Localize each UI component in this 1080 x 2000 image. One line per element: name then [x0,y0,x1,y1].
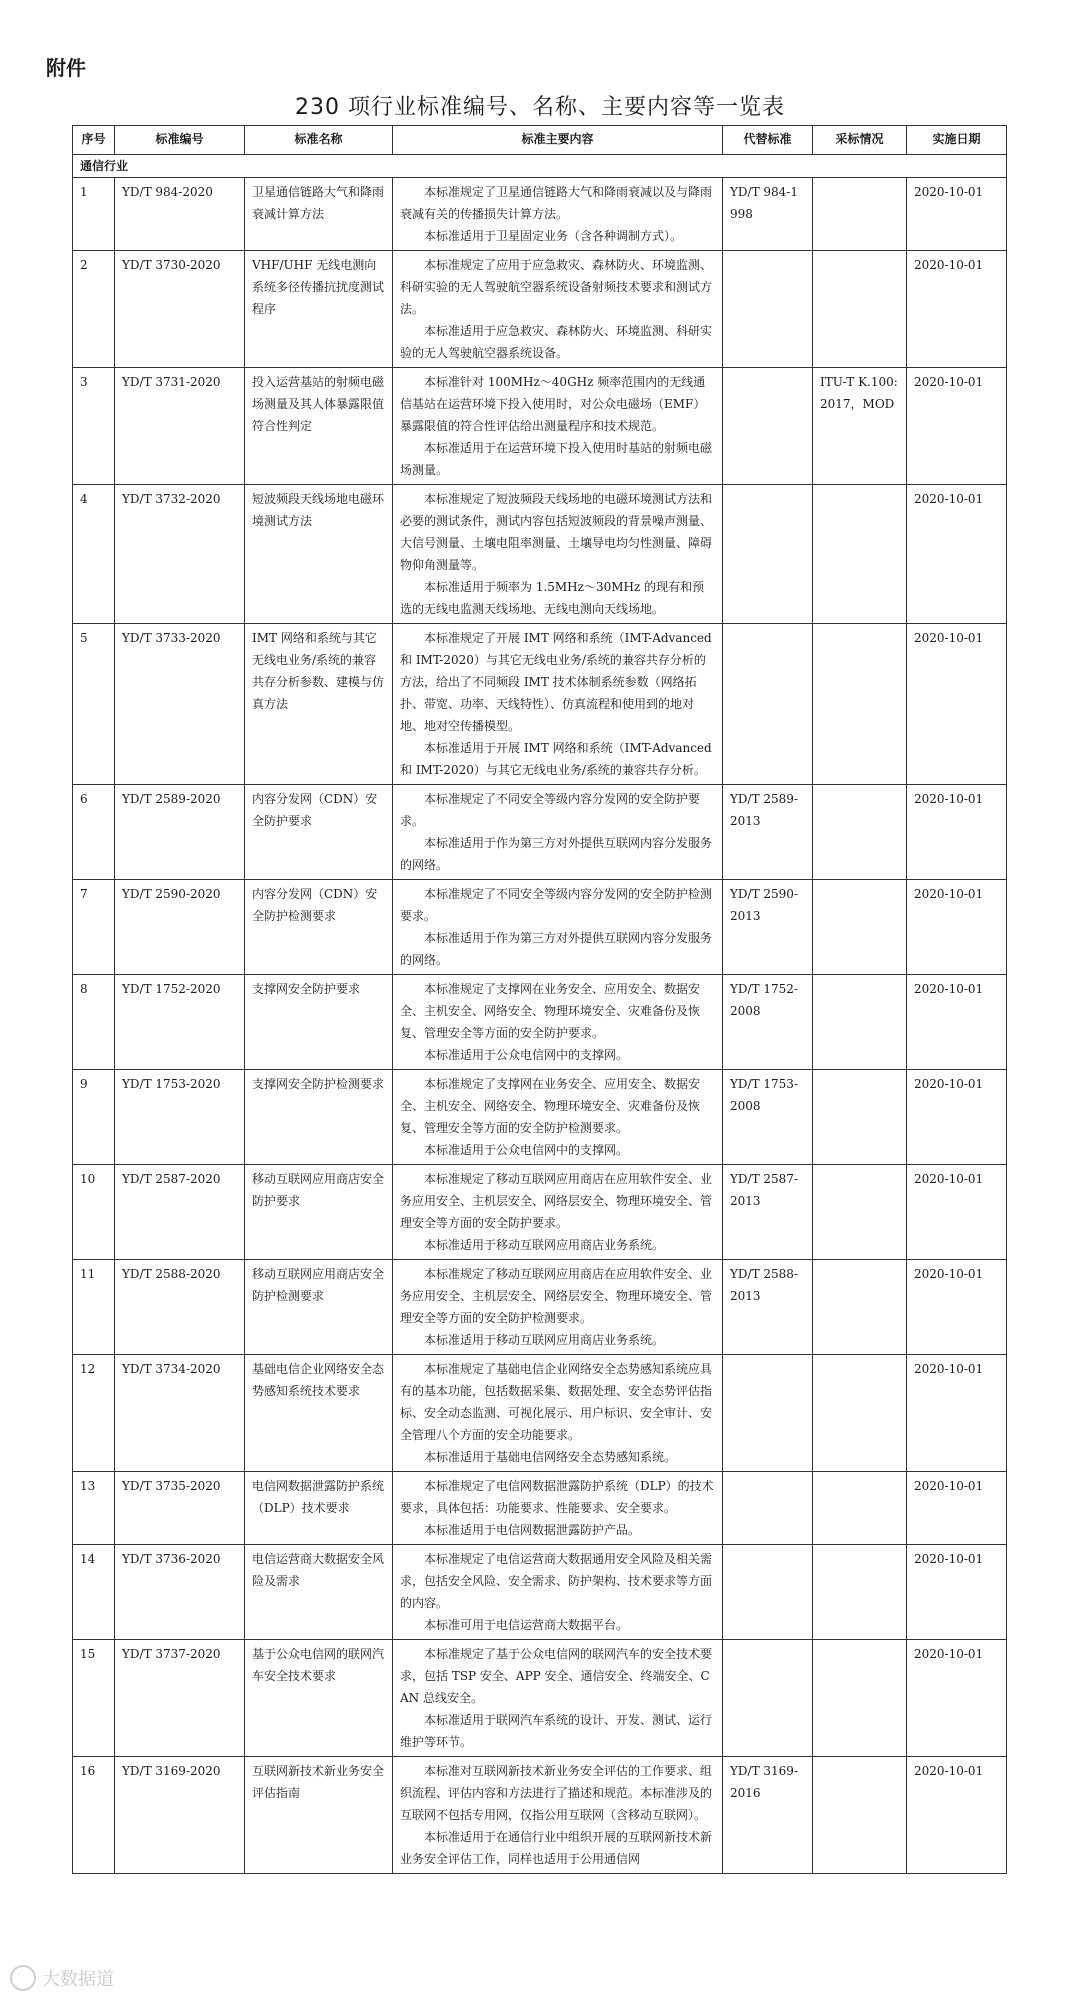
row-adoption [813,1355,907,1472]
row-content [393,1355,723,1472]
table-header-row [73,126,1007,155]
row-adoption: ITU-T K.100:2017，MOD [813,368,907,485]
content-paragraph: 本标准适用于在通信行业中组织开展的互联网新技术新业务安全评估工作，同样也适用于公用通信网 [400,1830,713,1866]
row-name: 卫星通信链路大气和降雨衰减计算方法 [245,178,393,251]
row-replaces [723,1355,813,1472]
row-date: 2020-10-01 [907,1545,1007,1640]
content-paragraph: 本标准针对 100MHz～40GHz 频率范围内的无线通信基站在运营环境下投入使用时，对公众电磁场（EMF）暴露限值的符合性评估给出测量程序和技术规范。 [400,375,706,433]
content-paragraph: 本标准适用于在运营环境下投入使用时基站的射频电磁场测量。 [400,441,713,477]
content-paragraph: 本标准适用于公众电信网中的支撑网。 [424,1143,629,1157]
row-date: 2020-10-01 [907,485,1007,624]
row-adoption [813,1260,907,1355]
row-date: 2020-10-01 [907,1165,1007,1260]
row-content [393,1070,723,1165]
row-adoption [813,178,907,251]
content-paragraph: 本标准适用于频率为 1.5MHz～30MHz 的现有和预选的无线电监测天线场地、无线电测向天线场地。 [400,580,705,616]
row-code: YD/T 3731-2020 [115,368,245,485]
row-date: 2020-10-01 [907,975,1007,1070]
table-row [73,251,1007,368]
row-replaces: YD/T 2588-2013 [723,1260,813,1355]
row-date: 2020-10-01 [907,1260,1007,1355]
row-replaces [723,1472,813,1545]
row-date: 2020-10-01 [907,1640,1007,1757]
row-no: 13 [73,1472,115,1545]
row-content [393,251,723,368]
row-name: 移动互联网应用商店安全防护要求 [245,1165,393,1260]
row-no: 6 [73,785,115,880]
row-adoption [813,1070,907,1165]
content-paragraph: 本标准规定了支撑网在业务安全、应用安全、数据安全、主机安全、网络安全、物理环境安全、灾难备份及恢复、管理安全等方面的安全防护要求。 [400,982,701,1040]
row-name: 电信运营商大数据安全风险及需求 [245,1545,393,1640]
row-adoption [813,624,907,785]
row-content [393,785,723,880]
row-replaces [723,368,813,485]
row-code: YD/T 3735-2020 [115,1472,245,1545]
section-title: 通信行业 [73,155,1007,178]
row-date: 2020-10-01 [907,251,1007,368]
row-content [393,880,723,975]
row-adoption [813,1545,907,1640]
row-adoption [813,975,907,1070]
row-no: 2 [73,251,115,368]
row-no: 8 [73,975,115,1070]
content-paragraph: 本标准规定了电信运营商大数据通用安全风险及相关需求，包括安全风险、安全需求、防护架构、技术要求等方面的内容。 [400,1552,713,1610]
row-no: 15 [73,1640,115,1757]
content-paragraph: 本标准适用于移动互联网应用商店业务系统。 [424,1333,665,1347]
row-code: YD/T 3736-2020 [115,1545,245,1640]
table-row [73,485,1007,624]
row-adoption [813,1640,907,1757]
content-paragraph: 本标准规定了卫星通信链路大气和降雨衰减以及与降雨衰减有关的传播损失计算方法。 [400,185,713,221]
row-code: YD/T 3734-2020 [115,1355,245,1472]
watermark [10,1965,114,1991]
row-content [393,1260,723,1355]
table-row [73,1757,1007,1874]
col-header-date: 实施日期 [907,126,1007,155]
row-date: 2020-10-01 [907,1355,1007,1472]
watermark-text: 大数据道 [42,1969,114,1990]
table-row [73,178,1007,251]
table-row [73,880,1007,975]
row-name: 互联网新技术新业务安全评估指南 [245,1757,393,1874]
table-row [73,368,1007,485]
content-paragraph: 本标准规定了开展 IMT 网络和系统（IMT-Advanced 和 IMT-2020）与其它无线电业务/系统的兼容共存分析的方法，给出了不同频段 IMT 技术体制系统参数（网络拓扑、带宽、功率、天线特性）、仿真流程和使用到的地对地、地对空传播模型。 [400,631,712,733]
row-code: YD/T 2589-2020 [115,785,245,880]
row-code: YD/T 3169-2020 [115,1757,245,1874]
row-code: YD/T 1753-2020 [115,1070,245,1165]
row-code: YD/T 3733-2020 [115,624,245,785]
row-date: 2020-10-01 [907,1757,1007,1874]
row-code: YD/T 2587-2020 [115,1165,245,1260]
row-content [393,624,723,785]
content-paragraph: 本标准规定了支撑网在业务安全、应用安全、数据安全、主机安全、网络安全、物理环境安全、灾难备份及恢复、管理安全等方面的安全防护检测要求。 [400,1077,701,1135]
table-row [73,1472,1007,1545]
content-paragraph: 本标准适用于作为第三方对外提供互联网内容分发服务的网络。 [400,836,713,872]
page-title: 230 项行业标准编号、名称、主要内容等一览表 [295,95,785,120]
row-replaces [723,485,813,624]
row-no: 7 [73,880,115,975]
row-replaces [723,251,813,368]
content-paragraph: 本标准规定了电信网数据泄露防护系统（DLP）的技术要求，具体包括：功能要求、性能要求、安全要求。 [400,1479,714,1515]
row-name: 移动互联网应用商店安全防护检测要求 [245,1260,393,1355]
col-header-no: 序号 [73,126,115,155]
content-paragraph: 本标准规定了移动互联网应用商店在应用软件安全、业务应用安全、主机层安全、网络层安全、物理环境安全、管理安全等方面的安全防护要求。 [400,1172,713,1230]
table-row [73,785,1007,880]
content-paragraph: 本标准适用于基础电信网络安全态势感知系统。 [424,1450,677,1464]
standards-table [72,125,1007,1874]
row-no: 5 [73,624,115,785]
row-name: 基于公众电信网的联网汽车安全技术要求 [245,1640,393,1757]
content-paragraph: 本标准可用于电信运营商大数据平台。 [424,1618,629,1632]
row-name: VHF/UHF 无线电测向系统多径传播抗扰度测试程序 [245,251,393,368]
row-content [393,1545,723,1640]
row-name: 基础电信企业网络安全态势感知系统技术要求 [245,1355,393,1472]
row-code: YD/T 3732-2020 [115,485,245,624]
content-paragraph: 本标准适用于应急救灾、森林防火、环境监测、科研实验的无人驾驶航空器系统设备。 [400,324,713,360]
row-name: IMT 网络和系统与其它无线电业务/系统的兼容共存分析参数、建模与仿真方法 [245,624,393,785]
row-replaces: YD/T 1753-2008 [723,1070,813,1165]
content-paragraph: 本标准规定了移动互联网应用商店在应用软件安全、业务应用安全、主机层安全、网络层安全、物理环境安全、管理安全等方面的安全防护检测要求。 [400,1267,713,1325]
row-date: 2020-10-01 [907,624,1007,785]
row-no: 9 [73,1070,115,1165]
content-paragraph: 本标准适用于卫星固定业务（含各种调制方式）。 [424,229,683,243]
section-row [73,155,1007,178]
watermark-logo-icon [10,1965,36,1991]
row-adoption [813,1757,907,1874]
content-paragraph: 本标准规定了短波频段天线场地的电磁环境测试方法和必要的测试条件，测试内容包括短波频段的背景噪声测量、大信号测量、土壤电阻率测量、土壤导电均匀性测量、障碍物仰角测量等。 [400,492,713,572]
row-content [393,1640,723,1757]
attachment-label: 附件 [46,56,86,80]
row-code: YD/T 984-2020 [115,178,245,251]
row-name: 短波频段天线场地电磁环境测试方法 [245,485,393,624]
row-replaces [723,624,813,785]
row-code: YD/T 1752-2020 [115,975,245,1070]
row-adoption [813,880,907,975]
content-paragraph: 本标准规定了不同安全等级内容分发网的安全防护要求。 [400,792,701,828]
content-paragraph: 本标准适用于联网汽车系统的设计、开发、测试、运行维护等环节。 [400,1713,713,1749]
row-code: YD/T 3737-2020 [115,1640,245,1757]
row-replaces: YD/T 2587-2013 [723,1165,813,1260]
row-adoption [813,251,907,368]
row-content [393,1165,723,1260]
row-name: 投入运营基站的射频电磁场测量及其人体暴露限值符合性判定 [245,368,393,485]
row-replaces [723,1640,813,1757]
row-date: 2020-10-01 [907,368,1007,485]
row-content [393,975,723,1070]
col-header-name: 标准名称 [245,126,393,155]
row-no: 11 [73,1260,115,1355]
row-name: 电信网数据泄露防护系统（DLP）技术要求 [245,1472,393,1545]
table-row [73,1640,1007,1757]
row-replaces: YD/T 984-1998 [723,178,813,251]
row-adoption [813,1472,907,1545]
row-replaces: YD/T 2589-2013 [723,785,813,880]
row-content [393,178,723,251]
row-no: 10 [73,1165,115,1260]
row-date: 2020-10-01 [907,1070,1007,1165]
table-row [73,1070,1007,1165]
content-paragraph: 本标准规定了不同安全等级内容分发网的安全防护检测要求。 [400,887,713,923]
content-paragraph: 本标准规定了应用于应急救灾、森林防火、环境监测、科研实验的无人驾驶航空器系统设备射频技术要求和测试方法。 [400,258,713,316]
row-content [393,1472,723,1545]
col-header-code: 标准编号 [115,126,245,155]
row-replaces: YD/T 1752-2008 [723,975,813,1070]
row-date: 2020-10-01 [907,880,1007,975]
row-no: 16 [73,1757,115,1874]
row-date: 2020-10-01 [907,1472,1007,1545]
row-no: 12 [73,1355,115,1472]
col-header-adoption: 采标情况 [813,126,907,155]
row-no: 1 [73,178,115,251]
row-date: 2020-10-01 [907,178,1007,251]
table-row [73,1355,1007,1472]
table-row [73,624,1007,785]
row-content [393,1757,723,1874]
content-paragraph: 本标准规定了基础电信企业网络安全态势感知系统应具有的基本功能，包括数据采集、数据处理、安全态势评估指标、安全动态监测、可视化展示、用户标识、安全审计、安全管理八个方面的安全功能要求。 [400,1362,713,1442]
row-content [393,368,723,485]
row-name: 支撑网安全防护检测要求 [245,1070,393,1165]
content-paragraph: 本标准适用于公众电信网中的支撑网。 [424,1048,629,1062]
row-replaces [723,1545,813,1640]
content-paragraph: 本标准适用于开展 IMT 网络和系统（IMT-Advanced 和 IMT-2020）与其它无线电业务/系统的兼容共存分析。 [400,741,712,777]
row-adoption [813,485,907,624]
row-no: 4 [73,485,115,624]
row-no: 3 [73,368,115,485]
table-row [73,975,1007,1070]
row-name: 内容分发网（CDN）安全防护检测要求 [245,880,393,975]
table-row [73,1165,1007,1260]
row-code: YD/T 2588-2020 [115,1260,245,1355]
row-date: 2020-10-01 [907,785,1007,880]
content-paragraph: 本标准适用于移动互联网应用商店业务系统。 [424,1238,665,1252]
row-code: YD/T 3730-2020 [115,251,245,368]
row-content [393,485,723,624]
row-replaces: YD/T 3169-2016 [723,1757,813,1874]
row-adoption [813,1165,907,1260]
table-row [73,1545,1007,1640]
col-header-content: 标准主要内容 [393,126,723,155]
content-paragraph: 本标准适用于作为第三方对外提供互联网内容分发服务的网络。 [400,931,713,967]
row-no: 14 [73,1545,115,1640]
row-name: 内容分发网（CDN）安全防护要求 [245,785,393,880]
content-paragraph: 本标准规定了基于公众电信网的联网汽车的安全技术要求，包括 TSP 安全、APP 安全、通信安全、终端安全、CAN 总线安全。 [400,1647,713,1705]
col-header-replaces: 代替标准 [723,126,813,155]
row-code: YD/T 2590-2020 [115,880,245,975]
row-adoption [813,785,907,880]
table-row [73,1260,1007,1355]
content-paragraph: 本标准适用于电信网数据泄露防护产品。 [424,1523,641,1537]
content-paragraph: 本标准对互联网新技术新业务安全评估的工作要求、组织流程、评估内容和方法进行了描述和规范。本标准涉及的互联网不包括专用网，仅指公用互联网（含移动互联网）。 [400,1764,713,1822]
page-bottom-margin [0,1920,1080,2000]
row-replaces: YD/T 2590-2013 [723,880,813,975]
row-name: 支撑网安全防护要求 [245,975,393,1070]
